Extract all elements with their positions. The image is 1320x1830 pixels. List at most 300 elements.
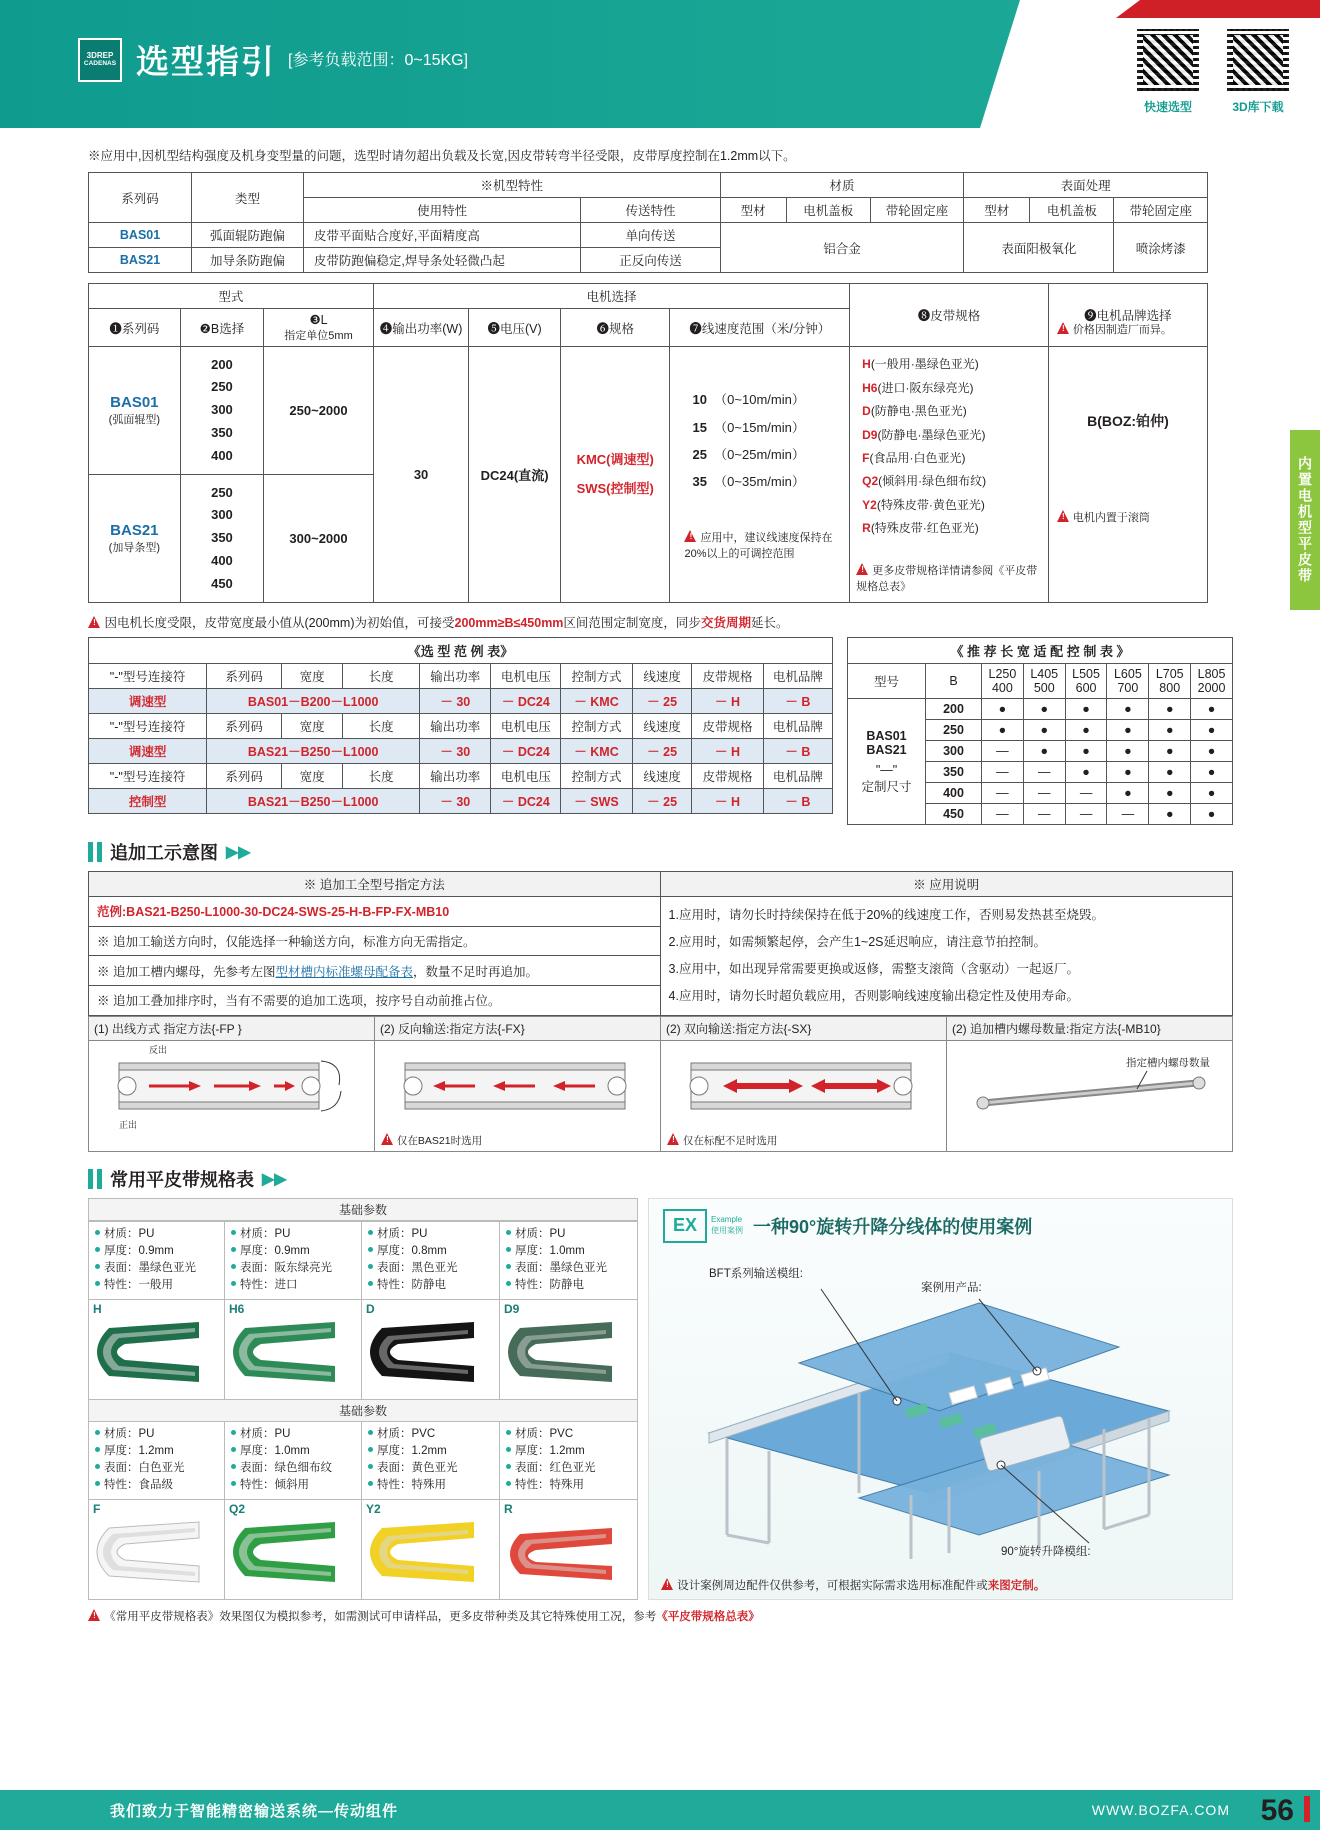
match-m-0-4: ● [1149,699,1191,720]
width-note [88,613,1320,631]
ex-r1-c8: － 25 [632,739,692,764]
match-label-bas01: BAS01 [866,728,907,743]
footer-website: WWW.BOZFA.COM [1091,1802,1230,1818]
belt-info-H6: 材质：PU 厚度：0.9mm 表面：阪东绿亮光 特性：进口 [225,1221,362,1300]
sel-group-motor: 电机选择 [373,284,849,309]
ex-h-9: 电机品牌 [763,664,832,689]
addproc-right-item: 2.应用时，如需频繁起停，会产生1~2S延迟响应，请注意节拍控制。 [668,934,1046,949]
ex-r1-c6: － KMC [561,739,633,764]
example-table-title: 《选 型 范 例 表》 [89,638,833,664]
section-bar-2 [97,1169,102,1189]
ex-h3-2: 宽度 [282,764,343,789]
ex-r0-c0: BAS01－B200－L1000 [207,689,420,714]
spec-th-machine: ※机型特性 [303,173,720,198]
sel-th-series: ❶系列码 [89,309,181,347]
match-table-wrap [847,637,1233,825]
addproc-example: 范例:BAS21-B250-L1000-30-DC24-SWS-25-H-B-FP-FX-MB10 [89,897,661,927]
addproc-right-item: 4.应用时，请勿长时超负载应用，否则影响线速度输出稳定性及使用寿命。 [668,988,1079,1003]
b-value: 400 [211,552,233,568]
belt-code-F: F [93,1501,101,1516]
ex-h2-9: 电机品牌 [763,714,832,739]
match-m-3-2: ● [1065,762,1107,783]
sel-volt: DC24(直流) [469,347,561,603]
belt-option: H(一般用·墨绿色亚光) [862,357,979,372]
warning-icon [88,616,101,628]
diagram-4-label: 指定槽内螺母数量 [1126,1056,1210,1069]
sel-series-bas21-code: BAS21 [110,522,159,539]
sel-spec [560,347,670,603]
diagram-cell-2 [374,1016,660,1152]
chevron-right-icon: ▶▶ [226,844,251,861]
sel-series-bas01-sub: (弧面辊型) [108,414,160,426]
speed-option: 10 （0~10m/min） [692,392,805,408]
match-m-2-4: ● [1149,741,1191,762]
belt-option: D9(防静电·墨绿色亚光) [862,427,986,442]
warning-icon [1057,322,1070,334]
sel-group-type: 型式 [89,284,374,309]
ex-r0-c4: － DC24 [491,689,561,714]
ex-h2-7: 线速度 [632,714,692,739]
spec-th-surf-cover: 电机盖板 [1030,198,1114,223]
speed-option: 15 （0~15m/min） [692,419,805,435]
belt-code-R: R [504,1501,513,1516]
match-m-0-1: ● [1023,699,1065,720]
ex-h-3: 长度 [343,664,420,689]
b-value: 450 [211,575,233,591]
match-m-1-2: ● [1065,720,1107,741]
width-note-p1: 因电机长度受限，皮带宽度最小值从(200mm)为初始值，可接受 [104,616,455,630]
match-m-3-3: ● [1107,762,1149,783]
ex-sub: Example 使用案例 [711,1215,743,1235]
match-th-col-4: L705 800 [1149,664,1191,699]
section-bar [88,1169,93,1189]
belt-note: ! 更多皮带规格详情请参阅《平皮带规格总表》 [856,563,1042,596]
match-b-3: 350 [926,762,982,783]
match-m-4-2: — [1065,783,1107,804]
sel-th-spec: ❻规格 [560,309,670,347]
sel-b-bas01 [180,347,264,475]
belt-info-D: 材质：PU 厚度：0.8mm 表面：黑色亚光 特性：防静电 [362,1221,500,1300]
spec-row1-type: 弧面辊防跑偏 [192,223,304,248]
spec-th-surf-mount: 带轮固定座 [1114,198,1208,223]
belt-info-D9: 材质：PU 厚度：1.0mm 表面：墨绿色亚光 特性：防静电 [500,1221,638,1300]
match-b-0: 200 [926,699,982,720]
warning-icon [667,1133,680,1145]
qr-label-2: 3D库下载 [1232,100,1284,114]
b-value: 300 [211,402,233,418]
match-m-1-4: ● [1149,720,1191,741]
page-subtitle: [参考负载范围：0~15KG] [288,52,469,69]
match-label-bas21: BAS21 [866,742,907,757]
brand-note2: ! 电机内置于滚筒 [1053,509,1203,525]
footer-slogan: 我们致力于智能精密输送系统—传动组件 [110,1802,399,1820]
brand-price-note: ! 价格因制造厂而异。 [1053,321,1203,337]
belt-section-title: 常用平皮带规格表 [110,1169,254,1190]
logo-line-2: CADENAS [83,60,117,68]
ex-h3-7: 线速度 [632,764,692,789]
page-content [0,128,1320,1624]
addproc-left-head: ※ 追加工全型号指定方法 [89,872,661,897]
diagram-3-graphic [661,1041,947,1131]
match-m-1-0: ● [982,720,1024,741]
spec-material-value: 铝合金 [720,223,964,273]
match-m-0-3: ● [1107,699,1149,720]
callout-3: 90°旋转升降模组: [1001,1545,1091,1558]
ex-h-1: 系列码 [207,664,282,689]
belt-image-H6 [225,1300,362,1400]
match-model-labels [848,699,926,825]
spec-th-mat-profile: 型材 [720,198,786,223]
width-note-red2: 交货周期 [700,616,751,630]
ex-r1-label: 调速型 [89,739,207,764]
sel-series-bas21-sub: (加导条型) [108,542,160,554]
qr-cell-2[interactable] [1224,26,1292,115]
sel-th-b: ❷B选择 [180,309,264,347]
match-m-4-0: — [982,783,1024,804]
match-th-col-0: L250 400 [982,664,1024,699]
match-m-4-5: ● [1191,783,1233,804]
diagram-cell-3 [660,1016,946,1152]
spec-option: SWS(控制型) [576,480,654,496]
match-m-2-3: ● [1107,741,1149,762]
match-m-0-5: ● [1191,699,1233,720]
warning-icon [1057,510,1070,522]
ex-h3-0: "-"型号连接符 [89,764,207,789]
ex-h-4: 输出功率 [420,664,491,689]
addproc-section-header [88,839,1320,865]
sel-series-bas01 [89,347,181,475]
spec-th-material: 材质 [720,173,964,198]
match-m-5-0: — [982,804,1024,825]
ex-r0-c12: － B [763,689,832,714]
spec-th-mat-cover: 电机盖板 [786,198,870,223]
match-m-1-1: ● [1023,720,1065,741]
match-th-model: 型号 [848,664,926,699]
ex-r0-c6: － KMC [561,689,633,714]
spec-row2-type: 加导条防跑偏 [192,248,304,273]
ex-r1-c10: － H [692,739,763,764]
page-number-bar [1304,1796,1310,1822]
ex-r2-label: 控制型 [89,789,207,814]
brand-value: B(BOZ:铂仲) [1087,412,1169,429]
diagram-cell-4 [946,1016,1233,1152]
ex-h-7: 线速度 [632,664,692,689]
spec-row1-transfer: 单向传送 [581,223,720,248]
warning-icon [381,1133,394,1145]
match-m-5-2: — [1065,804,1107,825]
match-table-title: 《 推 荐 长 宽 适 配 控 制 表 》 [848,638,1233,664]
ex-r2-c8: － 25 [632,789,692,814]
belt-info-Y2: 材质：PVC 厚度：1.2mm 表面：黄色亚光 特性：特殊用 [362,1422,500,1500]
addproc-right-item: 1.应用时，请勿长时持续保持在低于20%的线速度工作，否则易发热甚至烧毁。 [668,908,1104,922]
diagram-cell-1 [88,1016,374,1152]
b-value: 300 [211,507,233,523]
ex-h-2: 宽度 [282,664,343,689]
spec-surface-right: 喷涂烤漆 [1114,223,1208,273]
ex-r0-c8: － 25 [632,689,692,714]
belt-group-title-2: 基础参数 [88,1400,638,1422]
b-value: 250 [211,379,233,395]
ex-h2-3: 长度 [343,714,420,739]
b-value: 250 [211,484,233,500]
qr-code-icon[interactable] [1224,26,1292,94]
match-m-1-5: ● [1191,720,1233,741]
b-value: 350 [211,424,233,440]
ex-h3-8: 皮带规格 [692,764,763,789]
belt-code-Y2: Y2 [366,1501,381,1516]
ex-badge: EX [663,1209,707,1243]
ex-h2-2: 宽度 [282,714,343,739]
cadenas-logo [78,38,122,82]
belt-option: Y2(特殊皮带·黄色亚光) [862,497,985,512]
belt-option: Q2(倾斜用·绿色细布纹) [862,474,987,489]
match-b-1: 250 [926,720,982,741]
ex-h-6: 控制方式 [561,664,633,689]
match-m-2-1: ● [1023,741,1065,762]
ex-r1-c2: － 30 [420,739,491,764]
sel-power: 30 [373,347,468,603]
ex-h2-5: 电机电压 [491,714,561,739]
belt-image-Q2 [225,1500,362,1600]
match-m-2-0: — [982,741,1024,762]
example-case-panel [648,1198,1233,1600]
spec-row2-transfer: 正反向传送 [581,248,720,273]
belt-code-Q2: Q2 [229,1501,246,1516]
spec-th-mat-mount: 带轮固定座 [870,198,963,223]
sel-l-bas21: 300~2000 [264,475,374,603]
sel-brand [1048,323,1207,603]
section-bar [88,842,93,862]
match-th-col-1: L405 500 [1023,664,1065,699]
ex-r2-c6: － SWS [561,789,633,814]
selection-table [88,283,1208,603]
match-m-2-5: ● [1191,741,1233,762]
match-m-5-1: — [1023,804,1065,825]
speed-note: ! 应用中，建议线速度保持在20%以上的可调控范围 [678,530,841,563]
speed-option: 35 （0~35m/min） [692,474,805,490]
belt-code-D9: D9 [504,1301,520,1316]
belt-info-F: 材质：PU 厚度：1.2mm 表面：白色亚光 特性：食品级 [88,1422,225,1500]
addproc-table [88,871,1233,1016]
ex-h2-1: 系列码 [207,714,282,739]
example-case-note: ! 设计案例周边配件仅供参考，可根据实际需求选用标准配件或来图定制。 [661,1577,1045,1593]
sel-th-l-main: ❸L [309,313,328,327]
match-label-dash: "—" [875,762,898,777]
sel-th-volt: ❺电压(V) [469,309,561,347]
belt-option: D(防静电·黑色亚光) [862,404,967,419]
belt-and-case-row [88,1198,1233,1600]
qr-cell-1[interactable] [1134,26,1202,115]
belt-table [88,1198,638,1600]
spec-row2-series: BAS21 [89,248,192,273]
diagram-1-title: (1) 出线方式 指定方法{-FP } [89,1017,374,1041]
match-m-0-0: ● [982,699,1024,720]
b-value: 400 [211,447,233,463]
belt-image-D [362,1300,500,1400]
ex-h3-5: 电机电压 [491,764,561,789]
sel-th-brand: ❾电机品牌选择 [1048,284,1207,347]
example-case-header [649,1199,1232,1243]
speed-option: 25 （0~25m/min） [692,447,805,462]
spec-th-use: 使用特性 [303,198,581,223]
ex-r0-c10: － H [692,689,763,714]
sel-th-speed: ❼线速度范围（米/分钟） [670,309,850,347]
ex-h3-9: 电机品牌 [763,764,832,789]
belt-option: H6(进口·阪东绿亮光) [862,380,974,395]
page-title: 选型指引 [136,43,276,80]
match-m-4-1: — [1023,783,1065,804]
diagram-row [88,1016,1233,1152]
ex-r1-c12: － B [763,739,832,764]
ex-h-8: 皮带规格 [692,664,763,689]
spec-th-series: 系列码 [89,173,192,223]
diagram-3-note: ! 仅在标配不足时选用 [661,1133,946,1151]
spec-th-transfer: 传送特性 [581,198,720,223]
match-m-3-0: — [982,762,1024,783]
match-m-5-4: ● [1149,804,1191,825]
ex-h-5: 电机电压 [491,664,561,689]
sel-th-power: ❹输出功率(W) [373,309,468,347]
diagram-2-title: (2) 反向输送:指定方法{-FX} [375,1017,660,1041]
match-th-b: B [926,664,982,699]
diagram-2-graphic [375,1041,661,1131]
ex-r2-c10: － H [692,789,763,814]
addproc-right-list [660,897,1232,1016]
diagram-2-note: ! 仅在BAS21时选用 [375,1133,660,1151]
b-value: 350 [211,530,233,546]
sel-b-bas21 [180,475,264,603]
sel-belt [850,347,1049,603]
addproc-left-item-2: ※ 追加工槽内螺母，先参考左图型材槽内标准螺母配备表，数量不足时再追加。 [89,956,661,986]
match-th-col-5: L805 2000 [1191,664,1233,699]
ex-r1-c0: BAS21－B250－L1000 [207,739,420,764]
spec-option: KMC(调速型) [576,451,654,467]
width-note-p3: 延长。 [750,616,789,630]
page-banner [0,0,1320,128]
belt-code-D: D [366,1301,375,1316]
belt-image-H [88,1300,225,1400]
match-b-2: 300 [926,741,982,762]
diagram-1-label-bottom: 正出 [119,1119,138,1130]
sel-speed [670,347,850,603]
addproc-left-item-3: ※ 追加工叠加排序时，当有不需要的追加工选项，按序号自动前推占位。 [89,985,661,1015]
match-m-3-4: ● [1149,762,1191,783]
sel-l-bas01: 250~2000 [264,347,374,475]
warning-icon [661,1578,674,1590]
addproc-right-head: ※ 应用说明 [660,872,1232,897]
width-note-red1: 200mm≥B≤450mm [454,616,564,630]
sel-th-l-sub: 指定单位5mm [284,330,353,342]
ex-h2-4: 输出功率 [420,714,491,739]
chevron-right-icon: ▶▶ [262,1170,287,1188]
match-th-col-3: L605 700 [1107,664,1149,699]
match-th-col-2: L505 600 [1065,664,1107,699]
addproc-left-item-1: ※ 追加工输送方向时，仅能选择一种输送方向，标准方向无需指定。 [89,926,661,956]
belt-info-R: 材质：PVC 厚度：1.2mm 表面：红色亚光 特性：特殊用 [500,1422,638,1500]
ex-r0-c2: － 30 [420,689,491,714]
ex-r0-label: 调速型 [89,689,207,714]
ex-h2-8: 皮带规格 [692,714,763,739]
ex-h2-6: 控制方式 [561,714,633,739]
qr-label-1: 快速选型 [1143,100,1192,114]
warning-icon [856,563,869,575]
section-bar-2 [97,842,102,862]
addproc-title: 追加工示意图 [110,843,218,863]
belt-option: R(特殊皮带·红色亚光) [862,521,979,536]
match-m-3-5: ● [1191,762,1233,783]
ex-r2-c4: － DC24 [491,789,561,814]
ex-h-0: "-"型号连接符 [89,664,207,689]
addproc-right-item: 3.应用中，如出现异常需要更换或返修，需整支滚筒（含驱动）一起返厂。 [668,961,1079,976]
ex-h3-4: 输出功率 [420,764,491,789]
callout-1: BFT系列输送模组: [709,1267,803,1280]
ex-h2-0: "-"型号连接符 [89,714,207,739]
diagram-4-title: (2) 追加槽内螺母数量:指定方法{-MB10} [947,1017,1232,1041]
belt-option: F(食品用·白色亚光) [862,451,966,465]
belt-image-D9 [500,1300,638,1400]
ex-h3-6: 控制方式 [561,764,633,789]
warning-icon [684,530,697,542]
match-m-4-3: ● [1107,783,1149,804]
belt-image-Y2 [362,1500,500,1600]
match-m-5-5: ● [1191,804,1233,825]
top-note: ※应用中,因机型结构强度及机身变型量的问题，选型时请勿超出负载及长宽,因皮带转弯半径受限，皮带厚度控制在1.2mm以下。 [88,149,796,163]
match-b-4: 400 [926,783,982,804]
belt-info-H: 材质：PU 厚度：0.9mm 表面：墨绿色亚光 特性：一般用 [88,1221,225,1300]
nut-table-link[interactable]: 型材槽内标准螺母配备表 [275,964,413,979]
qr-group [1134,26,1292,115]
ex-r2-c0: BAS21－B250－L1000 [207,789,420,814]
spec-row1-use: 皮带平面贴合度好,平面精度高 [303,223,581,248]
belt-section-header [88,1166,1320,1192]
belt-image-R [500,1500,638,1600]
belt-footer-note: ! 《常用平皮带规格表》效果图仅为模拟参考，如需测试可申请样品，更多皮带种类及其它特殊使用工况，参考《平皮带规格总表》 [88,1608,1320,1624]
spec-th-surface: 表面处理 [964,173,1208,198]
example-case-title: 一种90°旋转升降分线体的使用案例 [753,1216,1033,1237]
diagram-3-title: (2) 双向输送:指定方法{-SX} [661,1017,946,1041]
belt-code-H6: H6 [229,1301,245,1316]
qr-code-icon[interactable] [1134,26,1202,94]
page-number: 56 [1260,1794,1294,1827]
match-m-5-3: — [1107,804,1149,825]
warning-icon [88,1609,101,1621]
diagram-1-label-top: 反出 [149,1044,168,1055]
spec-row2-use: 皮带防跑偏稳定,焊导条处轻微凸起 [303,248,581,273]
match-m-4-4: ● [1149,783,1191,804]
banner-title-group [78,36,468,83]
spec-table [88,172,1208,273]
ex-r1-c4: － DC24 [491,739,561,764]
ex-r2-c2: － 30 [420,789,491,814]
sel-th-belt: ❽皮带规格 [850,284,1049,347]
example-table-wrap [88,637,833,825]
spec-surface-left: 表面阳极氧化 [964,223,1114,273]
sel-series-bas01-code: BAS01 [110,394,159,411]
belt-image-F [88,1500,225,1600]
width-note-p2: 区间范围定制宽度，同步 [563,616,701,630]
belt-group-title-1: 基础参数 [88,1198,638,1221]
ex-h3-1: 系列码 [207,764,282,789]
spec-th-type: 类型 [192,173,304,223]
match-b-5: 450 [926,804,982,825]
side-tab-label: 内置电机型平皮带 [1290,430,1320,610]
match-m-3-1: — [1023,762,1065,783]
match-m-1-3: ● [1107,720,1149,741]
match-m-2-2: ● [1065,741,1107,762]
match-m-0-2: ● [1065,699,1107,720]
belt-info-Q2: 材质：PU 厚度：1.0mm 表面：绿色细布纹 特性：倾斜用 [225,1422,362,1500]
tables-row [88,637,1233,825]
